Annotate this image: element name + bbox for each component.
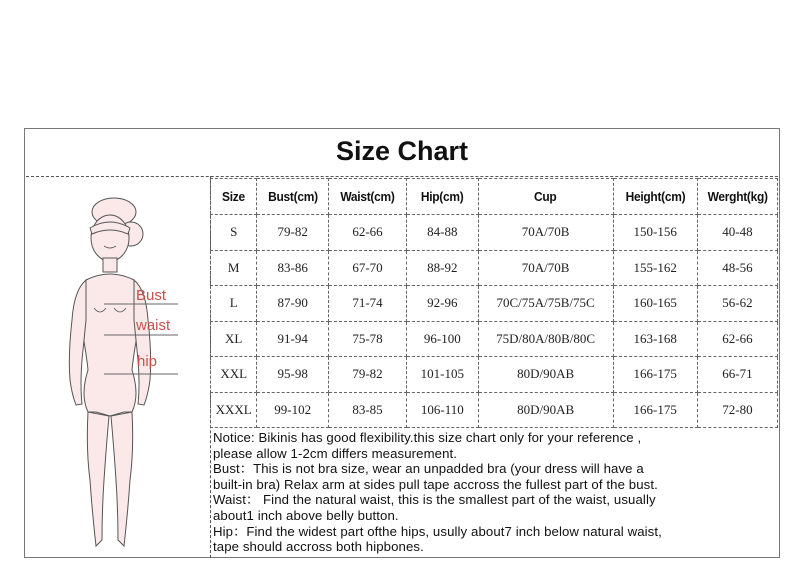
note-line: Notice: Bikinis has good flexibility.this size chart only for your reference ,	[213, 430, 642, 445]
cell-bust: 95-98	[257, 357, 329, 393]
cell-height: 160-165	[613, 286, 697, 322]
size-table	[210, 178, 778, 428]
cell-height: 166-175	[613, 357, 697, 393]
cell-cup: 70A/70B	[478, 215, 613, 251]
cell-weight: 62-66	[697, 321, 777, 357]
note-line: built-in bra) Relax arm at sides pull tape accross the fullest part of the bust.	[213, 476, 658, 492]
cell-hip: 106-110	[407, 392, 479, 428]
cell-bust: 79-82	[257, 215, 329, 251]
cell-height: 155-162	[613, 250, 697, 286]
bust-label: Bust	[136, 287, 167, 304]
note-line: Hip：Find the widest part ofthe hips, usully about7 inch below natural waist,	[213, 523, 662, 539]
cell-waist: 83-85	[329, 392, 407, 428]
cell-hip: 88-92	[407, 250, 479, 286]
cell-hip: 101-105	[407, 357, 479, 393]
body-outline-figure	[28, 180, 210, 556]
cell-waist: 79-82	[329, 357, 407, 393]
cell-height: 166-175	[613, 392, 697, 428]
table-row	[211, 215, 778, 251]
header-bust: Bust(cm)	[257, 179, 329, 215]
page-title: Size Chart	[335, 136, 469, 166]
cell-cup: 80D/90AB	[478, 392, 613, 428]
cell-cup: 75D/80A/80B/80C	[478, 321, 613, 357]
header-waist: Waist(cm)	[329, 179, 407, 215]
header-size: Size	[211, 179, 257, 215]
cell-size: M	[211, 250, 257, 286]
note-line: Waist： Find the natural waist, this is the smallest part of the waist, usually	[213, 492, 656, 508]
cell-cup: 70C/75A/75B/75C	[478, 286, 613, 322]
table-row	[211, 250, 778, 286]
note-line: please allow 1-2cm differs measurement.	[213, 445, 458, 461]
cell-hip: 92-96	[407, 286, 479, 322]
cell-waist: 62-66	[329, 215, 407, 251]
cell-weight: 40-48	[697, 215, 777, 251]
cell-weight: 66-71	[697, 357, 777, 393]
cell-bust: 91-94	[257, 321, 329, 357]
table-row	[211, 392, 778, 428]
cell-cup: 80D/90AB	[478, 357, 613, 393]
cell-waist: 67-70	[329, 250, 407, 286]
cell-hip: 96-100	[407, 321, 479, 357]
waist-label: waist	[136, 317, 171, 334]
table-row	[211, 357, 778, 393]
header-weight: Werght(kg)	[697, 179, 777, 215]
cell-size: S	[211, 215, 257, 251]
cell-weight: 56-62	[697, 286, 777, 322]
note-line: about1 inch above belly button.	[213, 507, 399, 523]
cell-bust: 99-102	[257, 392, 329, 428]
header-divider	[26, 176, 778, 177]
header-cup: Cup	[478, 179, 613, 215]
cell-weight: 48-56	[697, 250, 777, 286]
size-notes	[213, 430, 775, 555]
table-header-row	[211, 179, 778, 215]
cell-size: L	[211, 286, 257, 322]
note-line: tape should accross both hipbones.	[213, 539, 424, 555]
cell-height: 150-156	[613, 215, 697, 251]
left-arm-icon	[69, 280, 86, 405]
cell-weight: 72-80	[697, 392, 777, 428]
cell-size: XXXL	[211, 392, 257, 428]
cell-cup: 70A/70B	[478, 250, 613, 286]
cell-waist: 71-74	[329, 286, 407, 322]
header-hip: Hip(cm)	[407, 179, 479, 215]
hip-label: hip	[137, 353, 158, 370]
cell-size: XL	[211, 321, 257, 357]
note-line: Bust：This is not bra size, wear an unpadded bra (your dress will have a	[213, 461, 644, 477]
torso-icon	[80, 274, 140, 416]
cell-height: 163-168	[613, 321, 697, 357]
cell-hip: 84-88	[407, 215, 479, 251]
cell-size: XXL	[211, 357, 257, 393]
table-row	[211, 321, 778, 357]
table-row	[211, 286, 778, 322]
header-height: Height(cm)	[613, 179, 697, 215]
right-leg-icon	[111, 412, 133, 546]
cell-bust: 83-86	[257, 250, 329, 286]
left-leg-icon	[87, 412, 109, 546]
cell-waist: 75-78	[329, 321, 407, 357]
cell-bust: 87-90	[257, 286, 329, 322]
